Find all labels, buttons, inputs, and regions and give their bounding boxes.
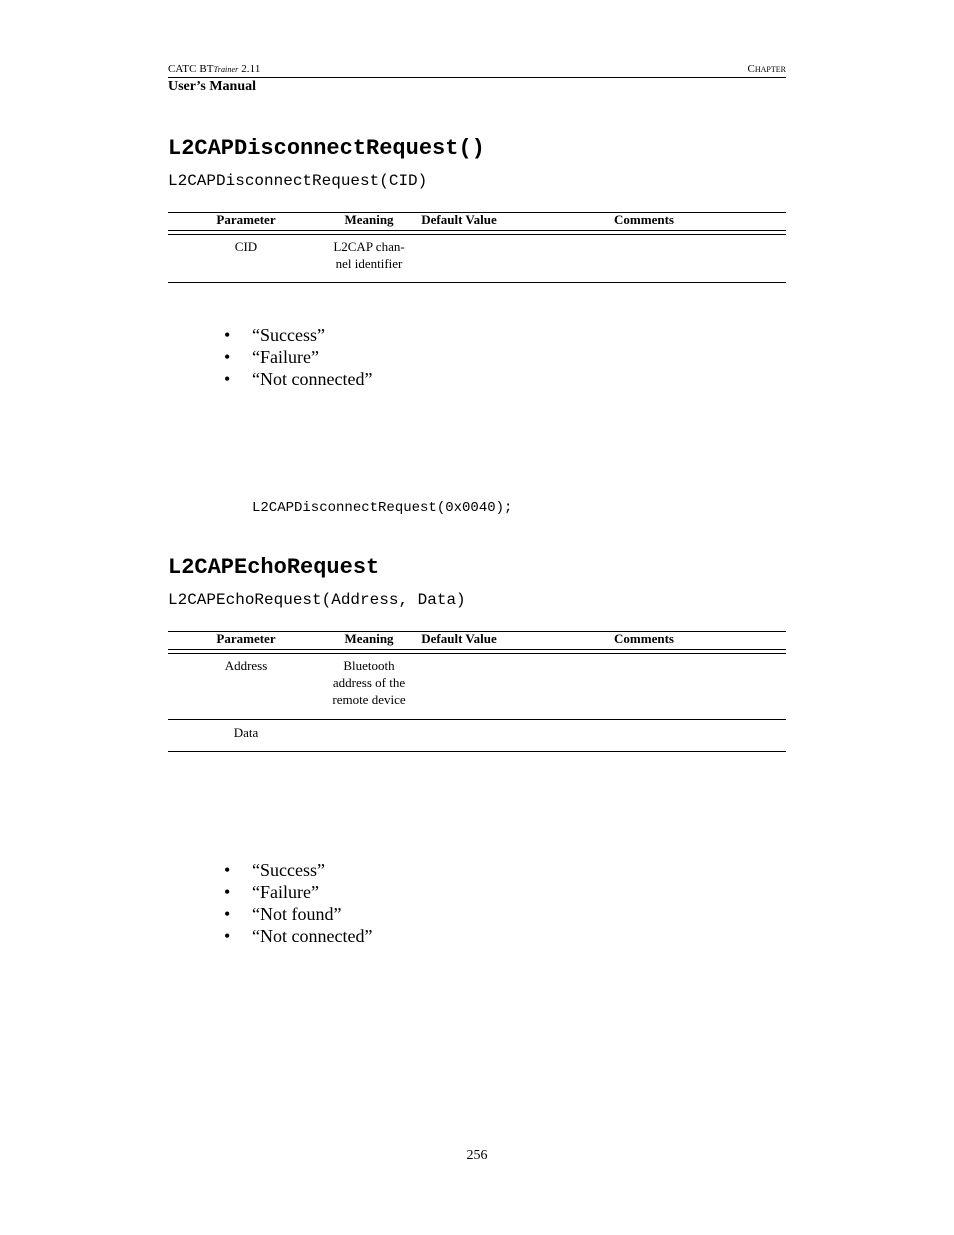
- bullet-icon: •: [224, 926, 231, 946]
- product-version: 2.11: [238, 63, 261, 75]
- chapter-smallcaps: HAPTER: [754, 65, 786, 74]
- meaning-line: L2CAP chan-: [333, 239, 405, 254]
- meaning-line: nel identifier: [335, 256, 403, 271]
- meaning-line: remote device: [332, 692, 406, 707]
- list-item-text: “Failure”: [252, 347, 319, 367]
- list-item: [224, 368, 372, 390]
- page-number: 256: [466, 1148, 488, 1163]
- table-cell-parameter: CID: [234, 239, 258, 254]
- list-item-text: “Success”: [252, 325, 325, 345]
- column-header-meaning: Meaning: [344, 212, 394, 227]
- bullet-icon: •: [224, 860, 231, 880]
- parameter-table: [168, 631, 786, 753]
- list-item: [224, 346, 372, 368]
- list-item-text: “Success”: [252, 860, 325, 880]
- running-header-chapter: [748, 63, 786, 75]
- table-cell-parameter: Data: [233, 725, 259, 740]
- function-signature: L2CAPDisconnectRequest(CID): [168, 172, 428, 190]
- table-cell-parameter: Address: [224, 658, 268, 673]
- chapter-initial: C: [747, 63, 755, 75]
- meaning-line: Bluetooth: [343, 658, 395, 673]
- bullet-icon: •: [224, 904, 231, 924]
- column-header-comments: Comments: [614, 631, 674, 646]
- list-item-text: “Not found”: [252, 904, 342, 924]
- product-name: CATC BT: [168, 63, 214, 75]
- list-item: [224, 925, 372, 947]
- table-bottom-rule: [168, 282, 786, 283]
- list-item-text: “Not connected”: [252, 926, 373, 946]
- list-item: [224, 324, 372, 346]
- table-row-rule: [168, 719, 786, 720]
- product-name-smallcaps: Trainer: [213, 65, 239, 74]
- running-header-title: [168, 63, 260, 75]
- header-rule: [168, 77, 786, 78]
- column-header-default-value: Default Value: [421, 212, 497, 227]
- code-example: L2CAPDisconnectRequest(0x0040);: [252, 500, 513, 516]
- column-header-meaning: Meaning: [344, 631, 394, 646]
- bullet-icon: •: [224, 347, 231, 367]
- bullet-icon: •: [224, 369, 231, 389]
- column-header-parameter: Parameter: [216, 631, 276, 646]
- running-header-subtitle: User’s Manual: [168, 79, 257, 94]
- section-title: L2CAPEchoRequest: [168, 555, 380, 580]
- list-item-text: “Failure”: [252, 882, 319, 902]
- table-header-rule: [168, 230, 786, 235]
- list-item: [224, 859, 372, 881]
- column-header-comments: Comments: [614, 212, 674, 227]
- table-header-rule: [168, 649, 786, 654]
- parameter-table: [168, 212, 786, 284]
- table-bottom-rule: [168, 751, 786, 752]
- table-cell-meaning: [320, 238, 418, 272]
- bullet-icon: •: [224, 882, 231, 902]
- column-header-parameter: Parameter: [216, 212, 276, 227]
- section-title: L2CAPDisconnectRequest(): [168, 136, 485, 161]
- list-item: [224, 881, 372, 903]
- table-cell-meaning: [320, 657, 418, 708]
- meaning-line: address of the: [332, 675, 406, 690]
- return-values-list: [224, 324, 372, 390]
- return-values-list: [224, 859, 372, 947]
- bullet-icon: •: [224, 325, 231, 345]
- list-item-text: “Not connected”: [252, 369, 373, 389]
- function-signature: L2CAPEchoRequest(Address, Data): [168, 591, 466, 609]
- list-item: [224, 903, 372, 925]
- column-header-default-value: Default Value: [421, 631, 497, 646]
